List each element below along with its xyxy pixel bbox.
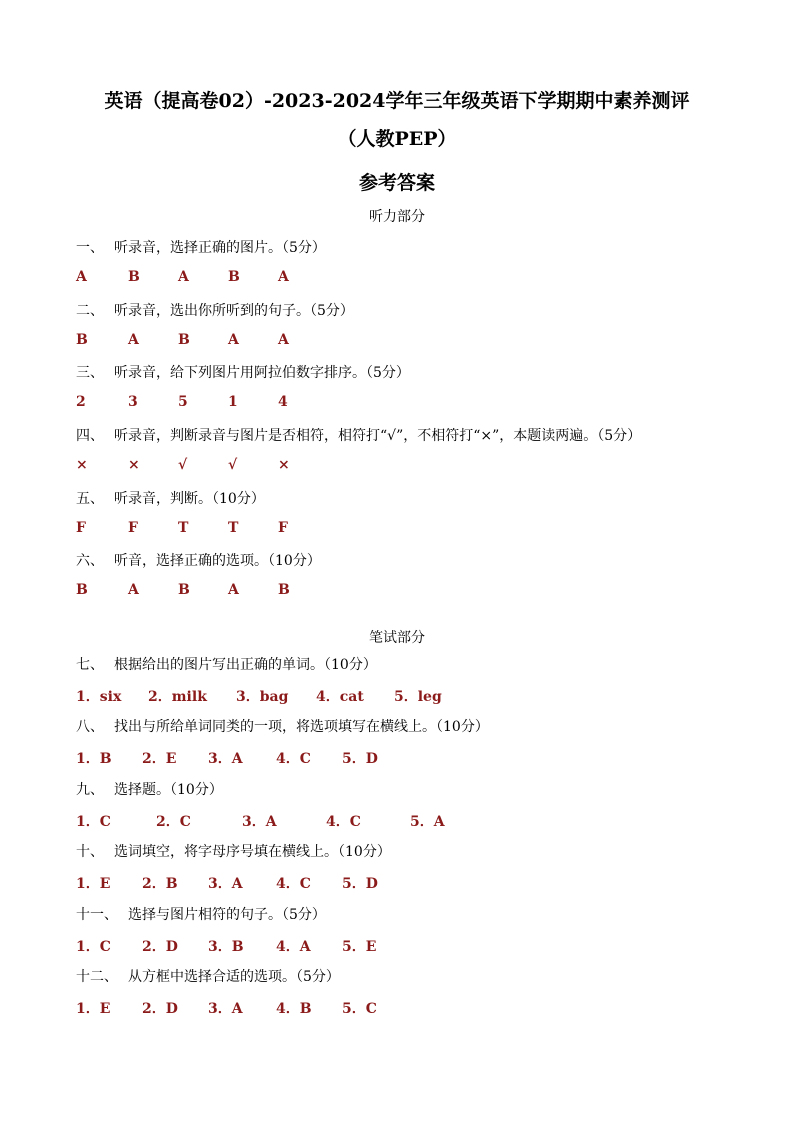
answer-item: 5．A <box>410 814 445 830</box>
question-number: 八、 <box>76 719 104 735</box>
answer-item: B <box>76 332 88 348</box>
answer-item: T <box>228 520 239 536</box>
question-number: 三、 <box>76 365 104 381</box>
question-8 <box>76 716 489 736</box>
answer-item: 2．milk <box>148 689 207 705</box>
question-number: 七、 <box>76 657 104 673</box>
answer-item: 3．bag <box>236 689 289 705</box>
answer-item: T <box>178 520 189 536</box>
answer-item: 4 <box>278 394 288 410</box>
question-number: 十、 <box>76 844 104 860</box>
question-text: 听音，选择正确的选项。（10分） <box>114 553 321 569</box>
answer-item: 2 <box>76 394 86 410</box>
answer-item: A <box>76 269 87 285</box>
question-6 <box>76 550 321 570</box>
answer-item: 4．cat <box>316 689 364 705</box>
question-7 <box>76 654 377 674</box>
document-title: 英语（提高卷02）-2023-2024学年三年级英语下学期期中素养测评 <box>104 90 690 112</box>
answer-item: × <box>278 457 290 473</box>
answer-item: B <box>278 582 290 598</box>
answer-item: 4．B <box>276 1001 312 1017</box>
answer-item: F <box>128 520 138 536</box>
question-text: 听录音，选出你所听到的句子。（5分） <box>114 303 354 319</box>
question-text: 找出与所给单词同类的一项，将选项填写在横线上。（10分） <box>114 719 489 735</box>
listening-section-heading: 听力部分 <box>369 209 425 225</box>
answer-item: × <box>128 457 140 473</box>
question-9 <box>76 779 223 799</box>
answer-item: 4．A <box>276 939 311 955</box>
answer-item: 3．A <box>208 1001 243 1017</box>
answer-item: 5．C <box>342 1001 377 1017</box>
question-text: 听录音，选择正确的图片。（5分） <box>114 240 326 256</box>
question-1 <box>76 237 326 257</box>
answer-item: 3．A <box>242 814 277 830</box>
question-text: 从方框中选择合适的选项。（5分） <box>128 969 340 985</box>
question-12 <box>76 966 340 986</box>
answer-item: 1．B <box>76 751 112 767</box>
question-3 <box>76 362 410 382</box>
answer-item: A <box>228 332 239 348</box>
question-number: 九、 <box>76 782 104 798</box>
question-4 <box>76 425 641 445</box>
answer-item: 3．A <box>208 876 243 892</box>
answer-item: 5．D <box>342 876 378 892</box>
answer-item: A <box>128 332 139 348</box>
answer-item: 5．leg <box>394 689 442 705</box>
question-number: 十二、 <box>76 969 118 985</box>
answer-item: 2．D <box>142 1001 178 1017</box>
writing-section-heading: 笔试部分 <box>369 630 425 646</box>
answer-item: 4．C <box>276 876 311 892</box>
answer-item: F <box>278 520 288 536</box>
question-10 <box>76 841 391 861</box>
question-text: 听录音，判断录音与图片是否相符，相符打“√”，不相符打“×”，本题读两遍。（5分） <box>114 428 642 444</box>
question-2 <box>76 300 354 320</box>
answer-item: A <box>178 269 189 285</box>
question-number: 十一、 <box>76 907 118 923</box>
answer-item: 1．E <box>76 1001 111 1017</box>
answer-item: 1．six <box>76 689 122 705</box>
answer-item: 4．C <box>326 814 361 830</box>
answer-item: 1．C <box>76 939 111 955</box>
answer-item: A <box>278 269 289 285</box>
answer-item: 2．B <box>142 876 178 892</box>
question-11 <box>76 904 326 924</box>
question-text: 选词填空，将字母序号填在横线上。（10分） <box>114 844 391 860</box>
answer-item: B <box>128 269 140 285</box>
question-text: 听录音，给下列图片用阿拉伯数字排序。（5分） <box>114 365 410 381</box>
question-5 <box>76 488 265 508</box>
answer-item: 2．D <box>142 939 178 955</box>
answer-item: A <box>128 582 139 598</box>
answer-item: 3．B <box>208 939 244 955</box>
answer-item: 1 <box>228 394 238 410</box>
answer-item: A <box>228 582 239 598</box>
answer-item: B <box>178 582 190 598</box>
answer-item: √ <box>228 457 238 473</box>
answer-item: 5．E <box>342 939 377 955</box>
answer-key-heading: 参考答案 <box>358 172 435 194</box>
answer-item: √ <box>178 457 188 473</box>
question-number: 一、 <box>76 240 104 256</box>
answer-item: 3．A <box>208 751 243 767</box>
answer-item: 3 <box>128 394 138 410</box>
answer-item: A <box>278 332 289 348</box>
answer-item: 5 <box>178 394 188 410</box>
document-subtitle: （人教PEP） <box>337 128 457 150</box>
answer-item: B <box>76 582 88 598</box>
answer-item: 2．E <box>142 751 177 767</box>
answer-item: 5．D <box>342 751 378 767</box>
question-text: 听录音，判断。（10分） <box>114 491 265 507</box>
question-number: 五、 <box>76 491 104 507</box>
answer-item: 4．C <box>276 751 311 767</box>
answer-item: B <box>228 269 240 285</box>
question-number: 六、 <box>76 553 104 569</box>
question-text: 根据给出的图片写出正确的单词。（10分） <box>114 657 377 673</box>
question-text: 选择与图片相符的句子。（5分） <box>128 907 326 923</box>
answer-item: 1．C <box>76 814 111 830</box>
answer-item: 1．E <box>76 876 111 892</box>
answer-item: 2．C <box>156 814 191 830</box>
answer-item: F <box>76 520 86 536</box>
answer-item: × <box>76 457 88 473</box>
question-text: 选择题。（10分） <box>114 782 223 798</box>
question-number: 二、 <box>76 303 104 319</box>
answer-item: B <box>178 332 190 348</box>
question-number: 四、 <box>76 428 104 444</box>
